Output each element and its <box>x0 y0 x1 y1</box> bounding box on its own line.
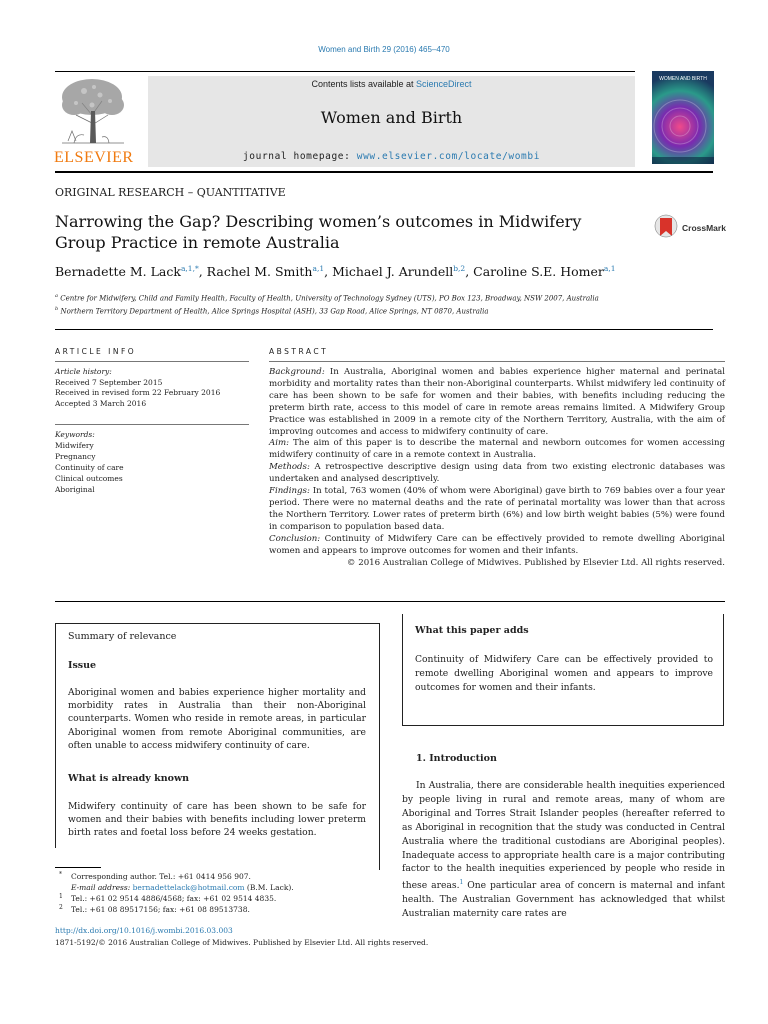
footnote-mark: * <box>59 871 62 878</box>
issue-text: Aboriginal women and babies experience higher mortality and morbidity rates in Australia than their non-Aboriginal counterparts. Women who reside in remote areas, in particular Aboriginal women from remote Aboriginal communities, are often unable to access midwifery continuity of care. <box>68 687 366 751</box>
contents-line <box>148 79 635 89</box>
keyword-item: Clinical outcomes <box>55 474 123 483</box>
footnotes <box>55 871 380 915</box>
affiliations-rule <box>55 329 713 330</box>
elsevier-tree-icon <box>54 75 132 147</box>
abstract-body <box>269 367 725 569</box>
abstract-findings <box>269 486 725 534</box>
journal-info-box <box>148 76 635 167</box>
author-name[interactable]: Caroline S.E. Homer <box>473 264 604 280</box>
author-name[interactable]: Michael J. Arundell <box>332 264 454 280</box>
aim-label: Aim: <box>269 438 289 449</box>
email-link[interactable]: bernadettelack@hotmail.com <box>132 883 245 892</box>
cover-swirl-icon <box>652 71 714 164</box>
affiliation-mark: b <box>55 306 59 313</box>
email-label: E-mail address: <box>71 883 133 892</box>
header-top-rule <box>55 71 635 72</box>
keywords <box>55 429 249 495</box>
affiliation-text: Centre for Midwifery, Child and Family Health, Faculty of Health, University of Technology Sydney (UTS), PO Box 123, Broadway, NSW 2007, Australia <box>60 294 599 303</box>
journal-title: Women and Birth <box>320 108 463 127</box>
abstract-conclusion <box>269 534 725 558</box>
adds-text: Continuity of Midwifery Care can be effectively provided to remote dwelling Aboriginal women and appears to improve outcomes for women and their infants. <box>415 654 713 693</box>
conclusion-label: Conclusion: <box>269 533 321 544</box>
article-section-label: ORIGINAL RESEARCH – QUANTITATIVE <box>55 186 286 199</box>
journal-homepage-link[interactable]: www.elsevier.com/locate/wombi <box>356 151 541 162</box>
keywords-rule <box>55 424 249 425</box>
elsevier-logo[interactable] <box>54 75 134 165</box>
summary-of-relevance-box <box>55 623 380 848</box>
intro-text-part: In Australia, there are considerable health inequities experienced by people living in rural and remote areas, many of whom are Aboriginal and Torres Strait Islander peoples (hereafter referred to as Aboriginal in recognition that the study was conducted in Central Australia where the traditional custodians are Aboriginal peoples). Inadequate access to appropriate health care is a major contributing factor to the health inequities experienced by people who reside in these areas. <box>402 780 725 892</box>
crossmark-button[interactable] <box>654 214 734 244</box>
cover-title: WOMEN AND BIRTH <box>659 76 707 82</box>
intro-text-part: One particular area of concern is maternal and infant health. The Australian Government has acknowledged that whilst Australian maternity care rates are <box>402 880 725 920</box>
header-bottom-rule <box>55 171 713 173</box>
contents-prefix: Contents lists available at <box>311 79 417 89</box>
findings-label: Findings: <box>269 486 310 497</box>
methods-label: Methods: <box>269 462 310 473</box>
abstract-bottom-rule <box>55 601 725 602</box>
elsevier-wordmark: ELSEVIER <box>54 149 134 166</box>
summary-title: Summary of relevance <box>68 631 177 642</box>
conclusion-text: Continuity of Midwifery Care can be effectively provided to remote dwelling Aboriginal women and appears to improve outcomes for women and their infants. <box>269 533 725 556</box>
affiliation-mark: a <box>55 293 58 299</box>
article-title: Narrowing the Gap? Describing women’s outcomes in Midwifery Group Practice in remote Australia <box>55 212 582 252</box>
background-label: Background: <box>269 367 325 377</box>
footnote-text: Tel.: +61 02 9514 4886/4568; fax: +61 02 9514 4835. <box>71 894 277 903</box>
known-text: Midwifery continuity of care has been shown to be safe for women and their babies with benefits including lower preterm birth rates and foetal loss before 24 weeks gestation. <box>68 801 366 839</box>
article-info-heading: ARTICLE INFO <box>55 347 137 356</box>
history-item: Accepted 3 March 2016 <box>55 398 147 408</box>
abstract-background <box>269 367 725 438</box>
author-list <box>55 264 715 279</box>
article-history <box>55 367 249 409</box>
homepage-prefix: journal homepage: <box>242 151 357 162</box>
findings-text: In total, 763 women (40% of whom were Aboriginal) gave birth to 769 babies over a four year period. There were no maternal deaths and the rate of perinatal mortality was lower than that across the Northern Territory. Lower rates of preterm birth (6%) and low birth weight babies (5%) were found in comparison to population based data. <box>269 486 725 532</box>
doi-link[interactable]: http://dx.doi.org/10.1016/j.wombi.2016.03.003 <box>55 926 233 935</box>
footnote-item <box>55 904 380 915</box>
author-name[interactable]: Bernadette M. Lack <box>55 264 181 280</box>
author-affiliation-marks[interactable]: a,1 <box>312 264 325 273</box>
journal-homepage-line <box>148 151 635 162</box>
abstract-aim <box>269 438 725 462</box>
keywords-label: Keywords: <box>55 430 95 439</box>
abstract-copyright: © 2016 Australian College of Midwives. Published by Elsevier Ltd. All rights reserved. <box>346 557 725 568</box>
crossmark-label: CrossMark <box>682 223 726 233</box>
history-item: Received in revised form 22 February 2016 <box>55 388 221 397</box>
sciencedirect-link[interactable]: ScienceDirect <box>416 79 472 89</box>
author-name[interactable]: Rachel M. Smith <box>206 264 313 280</box>
article-info-rule <box>55 361 249 362</box>
corresponding-author-note <box>55 871 380 882</box>
reference-link[interactable]: 1 <box>459 879 464 887</box>
history-item: Received 7 September 2015 <box>55 377 163 387</box>
author-separator: , <box>198 264 207 280</box>
author-affiliation-marks[interactable]: b,2 <box>453 264 466 273</box>
author-separator: , <box>465 264 474 280</box>
author-affiliation-marks[interactable]: a,1,* <box>180 264 199 273</box>
affiliation-text: Northern Territory Department of Health, Alice Springs Hospital (ASH), 33 Gap Road, Alice Springs, NT 0870, Australia <box>60 307 489 316</box>
keyword-item: Midwifery <box>55 441 94 450</box>
crossmark-icon <box>654 214 678 242</box>
methods-text: A retrospective descriptive design using data from two existing electronic databases was undertaken and analysed descriptively. <box>269 462 725 485</box>
affiliation-item <box>55 304 715 317</box>
footnote-text: Tel.: +61 08 89517156; fax: +61 08 89513738. <box>71 905 250 914</box>
aim-text: The aim of this paper is to describe the maternal and newborn outcomes for women accessing midwifery continuity of care in a remote context in Australia. <box>269 438 725 461</box>
footnote-mark: 2 <box>59 904 63 911</box>
footnote-item <box>55 893 380 904</box>
author-separator: , <box>324 264 333 280</box>
abstract-heading: ABSTRACT <box>269 347 329 356</box>
email-suffix: (B.M. Lack). <box>244 883 294 892</box>
affiliation-item <box>55 291 715 304</box>
abstract-methods <box>269 462 725 486</box>
keyword-item: Continuity of care <box>55 463 124 472</box>
summary-box-continuation-rule <box>379 848 380 870</box>
journal-citation[interactable]: Women and Birth 29 (2016) 465–470 <box>318 45 450 54</box>
introduction-heading: 1. Introduction <box>416 753 497 764</box>
journal-cover-image[interactable] <box>652 71 714 164</box>
affiliations <box>55 291 715 318</box>
abstract-rule <box>269 361 725 362</box>
footnote-rule <box>55 867 101 868</box>
introduction-text <box>402 779 725 921</box>
background-text: In Australia, Aboriginal women and babies experience higher maternal and perinatal morbidity and mortality rates than their non-Aboriginal counterparts. Whilst midwifery led continuity of care has been shown to be safe for women and their babies, with benefits including reducing the preterm birth rate, access to this model of care in remote areas remains limited. A Midwifery Group Practice was established in 2009 in a remote city of the Northern Territory, Australia, with the aim of improving outcomes and access to midwifery continuity of care. <box>269 367 725 437</box>
issue-heading: Issue <box>68 660 97 671</box>
adds-heading: What this paper adds <box>415 625 529 636</box>
corresponding-text: Corresponding author. Tel.: +61 0414 956 907. <box>71 872 251 881</box>
footnote-mark: 1 <box>59 893 63 900</box>
history-label: Article history: <box>55 367 112 376</box>
what-this-paper-adds-box <box>402 614 724 726</box>
email-note <box>55 882 380 893</box>
keyword-item: Aboriginal <box>55 485 95 494</box>
issn-copyright: 1871-5192/© 2016 Australian College of Midwives. Published by Elsevier Ltd. All rights reserved. <box>55 938 429 947</box>
keyword-item: Pregnancy <box>55 452 96 461</box>
known-heading: What is already known <box>68 773 190 784</box>
author-affiliation-marks[interactable]: a,1 <box>603 264 616 273</box>
